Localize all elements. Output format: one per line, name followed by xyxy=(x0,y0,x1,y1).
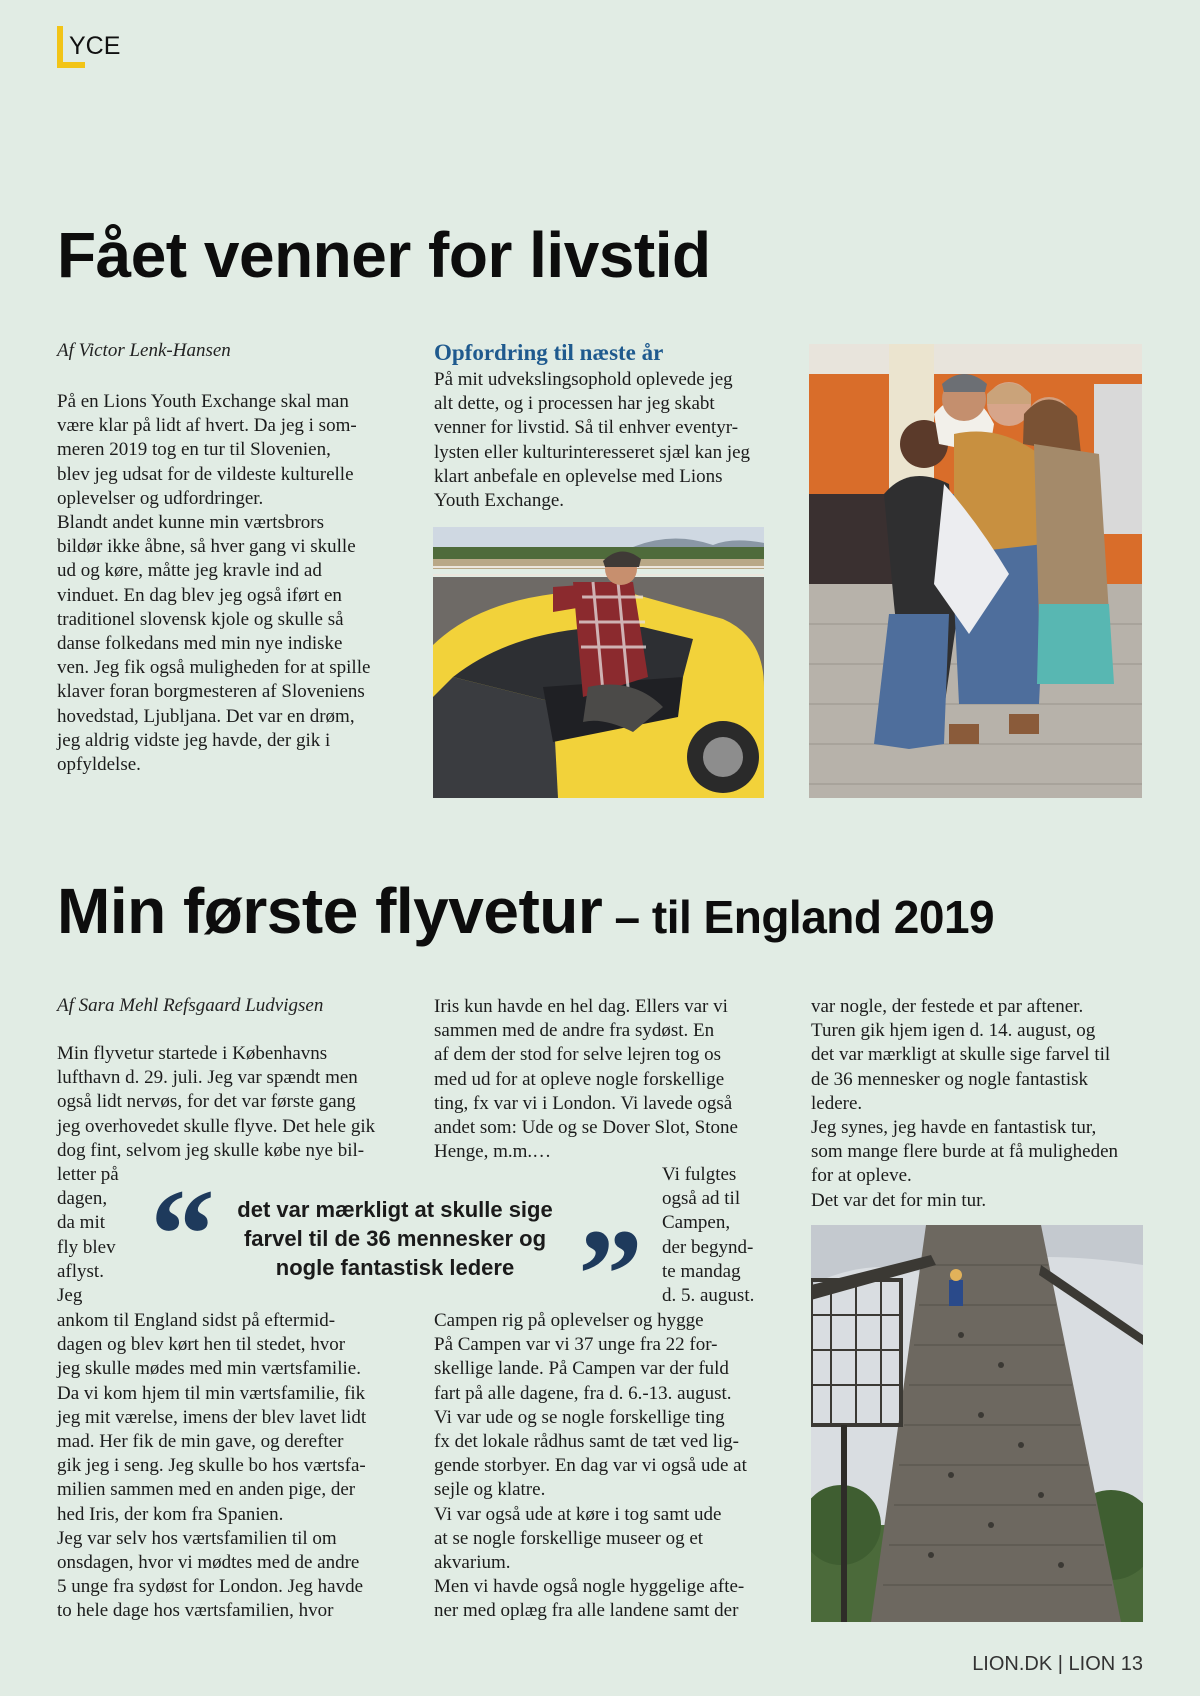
text-line: dog fint, selvom jeg skulle købe nye bil- xyxy=(57,1139,365,1161)
climbing-wall-photo-drawing xyxy=(811,1225,1143,1622)
pull-quote: det var mærkligt at skulle sige farvel til de 36 mennesker og nogle fantastisk ledere xyxy=(237,1197,553,1280)
text-line: Jeg synes, jeg havde en fantastisk tur, xyxy=(811,1117,1097,1139)
text-line: andet som: Ude og se Dover Slot, Stone xyxy=(434,1117,738,1139)
text-line: var nogle, der festede et par aftener. xyxy=(811,996,1084,1017)
open-quote-mark: “ xyxy=(150,1163,215,1307)
article2-column-2-bottom xyxy=(434,1309,779,1624)
text-line: klart anbefale en oplevelse med Lions xyxy=(434,465,723,487)
article1-column-1 xyxy=(57,390,397,777)
text-line: onsdagen, hvor vi mødtes med de andre xyxy=(57,1552,360,1574)
text-line: af dem der stod for selve lejren tog os xyxy=(434,1044,722,1066)
text-line: ud og køre, måtte jeg kravle ind ad xyxy=(57,560,322,582)
text-line: de 36 mennesker og nogle fantastisk xyxy=(811,1068,1089,1090)
logo-text: YCE xyxy=(69,32,121,60)
text-line: te mandag xyxy=(662,1260,741,1282)
text-line: at se nogle forskellige museer og et xyxy=(434,1527,704,1549)
text-line: lufthavn d. 29. juli. Jeg var spændt men xyxy=(57,1067,358,1089)
text-line: På Campen var vi 37 unge fra 22 for- xyxy=(434,1334,718,1356)
text-line: danse folkedans med min nye indiske xyxy=(57,633,343,655)
text-line: være klar på lidt af hvert. Da jeg i som- xyxy=(57,415,357,437)
text-line: Da vi kom hjem til min værtsfamilie, fik xyxy=(57,1382,366,1404)
article2-column-1-bottom xyxy=(57,1309,402,1624)
friends-photo-drawing xyxy=(809,344,1142,798)
text-line: sammen med de andre fra sydøst. En xyxy=(434,1020,715,1042)
text-line: traditionel slovensk kjole og skulle så xyxy=(57,608,344,630)
text-line: jeg mit værelse, imens der blev lavet lidt xyxy=(57,1406,367,1428)
text-line: 5 unge fra sydøst for London. Jeg havde xyxy=(57,1576,364,1598)
text-line: oplevelser og udfordringer. xyxy=(57,487,264,509)
text-line: venner for livstid. Så til enhver eventyr- xyxy=(434,417,739,439)
text-line: der begynd- xyxy=(662,1236,754,1258)
text-line: aflyst. xyxy=(57,1260,104,1282)
text-line: dagen, xyxy=(57,1188,108,1210)
text-line: Vi var ude og se nogle forskellige ting xyxy=(434,1406,725,1428)
text-line: gende storbyer. En dag var vi også ude at xyxy=(434,1455,747,1477)
text-line: fly blev xyxy=(57,1236,116,1258)
text-line: akvarium. xyxy=(434,1552,511,1574)
text-line: Men vi havde også nogle hyggelige afte- xyxy=(434,1576,745,1598)
text-line: Campen rig på oplevelser og hygge xyxy=(434,1310,704,1331)
article2-column-2-top xyxy=(434,995,779,1164)
text-line: letter på xyxy=(57,1164,119,1185)
text-line: blev jeg udsat for de vildeste kulturelle xyxy=(57,463,354,485)
text-line: fart på alle dagene, fra d. 6.-13. august. xyxy=(434,1382,732,1404)
text-line: Campen, xyxy=(662,1212,731,1234)
text-line: jeg overhovedet skulle flyve. Det hele gik xyxy=(57,1115,376,1137)
text-line: Youth Exchange. xyxy=(434,490,565,512)
text-line: to hele dage hos værtsfamilien, hvor xyxy=(57,1600,334,1622)
logo-bracket-foot xyxy=(57,62,85,68)
text-line: Jeg xyxy=(57,1285,83,1307)
text-line: milien sammen med en anden pige, der xyxy=(57,1479,356,1501)
article2-column-1-top xyxy=(57,1042,402,1163)
article1-byline: Af Victor Lenk-Hansen xyxy=(57,340,231,361)
text-line: bildør ikke åbne, så hver gang vi skulle xyxy=(57,536,356,558)
text-line: opfyldelse. xyxy=(57,754,141,776)
text-line: mad. Her fik de min gave, og derefter xyxy=(57,1431,344,1453)
text-line: jeg skulle mødes med min værtsfamilie. xyxy=(57,1358,361,1380)
text-line: d. 5. august. xyxy=(662,1285,755,1307)
text-line: lysten eller kulturinteresseret sjæl kan jeg xyxy=(434,441,751,463)
text-line: fx det lokale rådhus samt de tæt ved lig- xyxy=(434,1431,739,1453)
text-line: hed Iris, der kom fra Spanien. xyxy=(57,1503,284,1525)
text-line: sejle og klatre. xyxy=(434,1479,546,1501)
text-line: ting, fx var vi i London. Vi lavede også xyxy=(434,1092,733,1114)
text-line: Henge, m.m.… xyxy=(434,1141,552,1163)
text-line: ven. Jeg fik også muligheden for at spille xyxy=(57,657,371,679)
article2-byline: Af Sara Mehl Refsgaard Ludvigsen xyxy=(57,995,324,1016)
close-quote-mark: ” xyxy=(578,1203,643,1347)
article2-column-2-narrow xyxy=(662,1163,782,1308)
text-line: også lidt nervøs, for det var første gang xyxy=(57,1091,356,1113)
text-line: også ad til xyxy=(662,1188,741,1210)
text-line: Blandt andet kunne min værtsbrors xyxy=(57,512,325,534)
text-line: det var mærkligt at skulle sige farvel til xyxy=(811,1044,1111,1066)
article2-title-suffix: – til England 2019 xyxy=(602,891,995,943)
text-line: for at opleve. xyxy=(811,1165,912,1187)
text-line: dagen og blev kørt hen til stedet, hvor xyxy=(57,1334,346,1356)
friends-photo xyxy=(809,344,1142,798)
text-line: Min flyvetur startede i Københavns xyxy=(57,1043,328,1064)
text-line: Iris kun havde en hel dag. Ellers var vi xyxy=(434,996,728,1017)
text-line: vinduet. En dag blev jeg også iført en xyxy=(57,584,342,606)
text-line: med ud for at opleve nogle forskellige xyxy=(434,1068,725,1090)
article1-title: Fået venner for livstid xyxy=(57,219,711,291)
text-line: gik jeg i seng. Jeg skulle bo hos værtsfa- xyxy=(57,1455,366,1477)
text-line: Turen gik hjem igen d. 14. august, og xyxy=(811,1020,1096,1042)
article2-title-main: Min første flyvetur xyxy=(57,875,603,947)
text-line: Jeg var selv hos værtsfamilien til om xyxy=(57,1527,337,1549)
text-line: jeg aldrig vidste jeg havde, der gik i xyxy=(57,729,331,751)
text-line: alt dette, og i processen har jeg skabt xyxy=(434,393,715,415)
climbing-wall-photo xyxy=(811,1225,1143,1622)
page-footer: LION.DK | LION 13 xyxy=(972,1653,1143,1675)
article1-column-2 xyxy=(434,368,774,513)
article2-title xyxy=(57,874,994,948)
text-line: som mange flere burde at få muligheden xyxy=(811,1141,1119,1163)
text-line: ankom til England sidst på eftermid- xyxy=(57,1310,336,1331)
car-window-photo-drawing xyxy=(433,527,764,798)
text-line: ner med oplæg fra alle landene samt der xyxy=(434,1600,739,1622)
article1-subheading: Opfordring til næste år xyxy=(434,340,664,365)
text-line: hovedstad, Ljubljana. Det var en drøm, xyxy=(57,705,355,727)
text-line: På en Lions Youth Exchange skal man xyxy=(57,391,349,412)
text-line: Vi var også ude at køre i tog samt ude xyxy=(434,1503,722,1525)
text-line: Det var det for min tur. xyxy=(811,1189,987,1211)
text-line: På mit udvekslingsophold oplevede jeg xyxy=(434,369,733,390)
article2-column-3 xyxy=(811,995,1156,1213)
text-line: ledere. xyxy=(811,1092,863,1114)
car-window-photo xyxy=(433,527,764,798)
text-line: da mit xyxy=(57,1212,106,1234)
text-line: meren 2019 tog en tur til Slovenien, xyxy=(57,439,331,461)
text-line: klaver foran borgmesteren af Sloveniens xyxy=(57,681,365,703)
text-line: skellige lande. På Campen var der fuld xyxy=(434,1358,729,1380)
text-line: Vi fulgtes xyxy=(662,1164,737,1185)
